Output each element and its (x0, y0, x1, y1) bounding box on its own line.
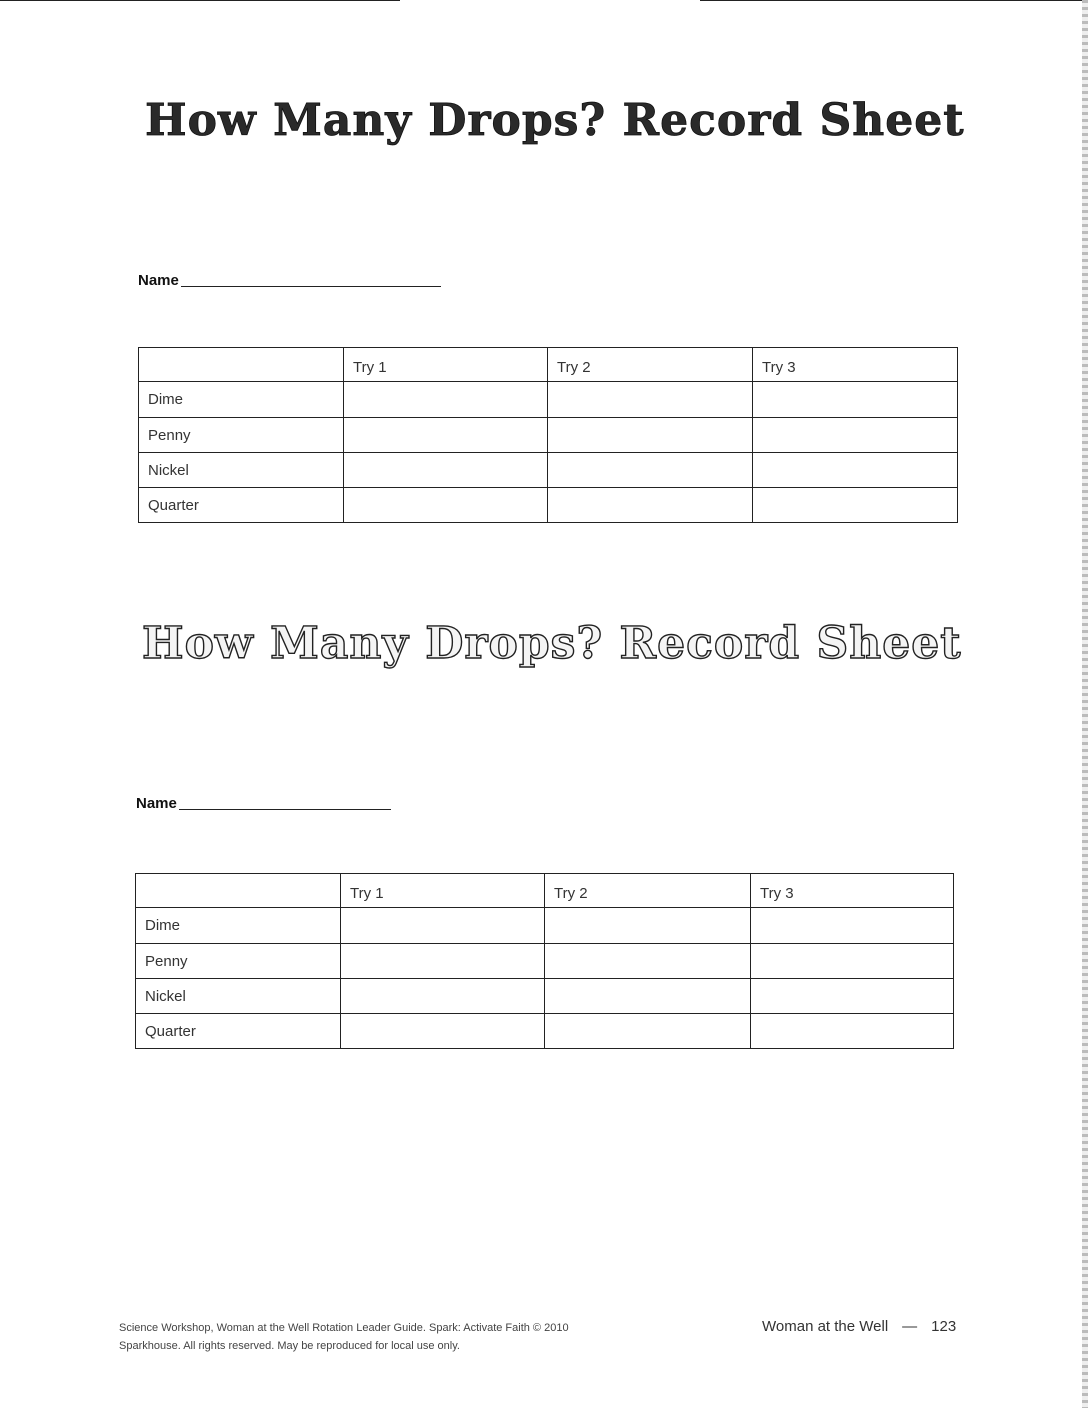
footer-separator: — (902, 1318, 918, 1335)
entry-cell[interactable] (344, 418, 548, 453)
table-row (136, 944, 954, 979)
footer-credit (119, 1319, 569, 1355)
header-row (139, 348, 958, 382)
column-header-try-3: Try 3 (751, 874, 954, 908)
credit-line-1: Science Workshop, Woman at the Well Rotation Leader Guide. Spark: Activate Faith © 2010 (119, 1322, 569, 1334)
entry-cell[interactable] (548, 382, 753, 418)
row-label-penny: Penny (139, 418, 344, 453)
row-label-dime: Dime (139, 382, 344, 418)
entry-cell[interactable] (753, 453, 958, 488)
table-row (139, 453, 958, 488)
entry-cell[interactable] (545, 1014, 751, 1049)
top-border-right (700, 0, 1088, 1)
name-field[interactable] (179, 809, 391, 810)
table-row (136, 979, 954, 1014)
table-row (139, 418, 958, 453)
row-label-quarter: Quarter (136, 1014, 341, 1049)
column-header-try-2: Try 2 (548, 348, 753, 382)
record-table (138, 347, 958, 523)
entry-cell[interactable] (751, 1014, 954, 1049)
table-row (136, 908, 954, 944)
header-cell-blank (139, 348, 344, 382)
entry-cell[interactable] (751, 944, 954, 979)
entry-cell[interactable] (753, 488, 958, 523)
top-border-left (0, 0, 400, 1)
name-label: Name (136, 795, 177, 812)
entry-cell[interactable] (751, 908, 954, 944)
row-label-quarter: Quarter (139, 488, 344, 523)
row-label-dime: Dime (136, 908, 341, 944)
column-header-try-3: Try 3 (753, 348, 958, 382)
row-label-nickel: Nickel (136, 979, 341, 1014)
entry-cell[interactable] (341, 1014, 545, 1049)
header-row (136, 874, 954, 908)
column-header-try-1: Try 1 (341, 874, 545, 908)
table-row (139, 382, 958, 418)
table-row (136, 1014, 954, 1049)
entry-cell[interactable] (753, 418, 958, 453)
header-cell-blank (136, 874, 341, 908)
name-row (136, 795, 391, 812)
scan-edge (1082, 0, 1088, 1408)
entry-cell[interactable] (341, 979, 545, 1014)
entry-cell[interactable] (753, 382, 958, 418)
sheet-title: How Many Drops? Record Sheet (145, 95, 965, 146)
entry-cell[interactable] (548, 453, 753, 488)
row-label-penny: Penny (136, 944, 341, 979)
record-table (135, 873, 954, 1049)
entry-cell[interactable] (548, 488, 753, 523)
row-label-nickel: Nickel (139, 453, 344, 488)
name-row (138, 272, 441, 289)
entry-cell[interactable] (545, 908, 751, 944)
column-header-try-2: Try 2 (545, 874, 751, 908)
credit-line-2: Sparkhouse. All rights reserved. May be reproduced for local use only. (119, 1340, 460, 1352)
entry-cell[interactable] (341, 908, 545, 944)
entry-cell[interactable] (548, 418, 753, 453)
entry-cell[interactable] (751, 979, 954, 1014)
entry-cell[interactable] (344, 382, 548, 418)
entry-cell[interactable] (341, 944, 545, 979)
name-field[interactable] (181, 286, 441, 287)
footer-page-info (762, 1318, 956, 1335)
entry-cell[interactable] (344, 488, 548, 523)
table-row (139, 488, 958, 523)
column-header-try-1: Try 1 (344, 348, 548, 382)
page-number: 123 (931, 1318, 957, 1335)
sheet-title: How Many Drops? Record Sheet (142, 618, 962, 669)
entry-cell[interactable] (344, 453, 548, 488)
entry-cell[interactable] (545, 944, 751, 979)
entry-cell[interactable] (545, 979, 751, 1014)
section-name: Woman at the Well (762, 1318, 889, 1335)
name-label: Name (138, 272, 179, 289)
